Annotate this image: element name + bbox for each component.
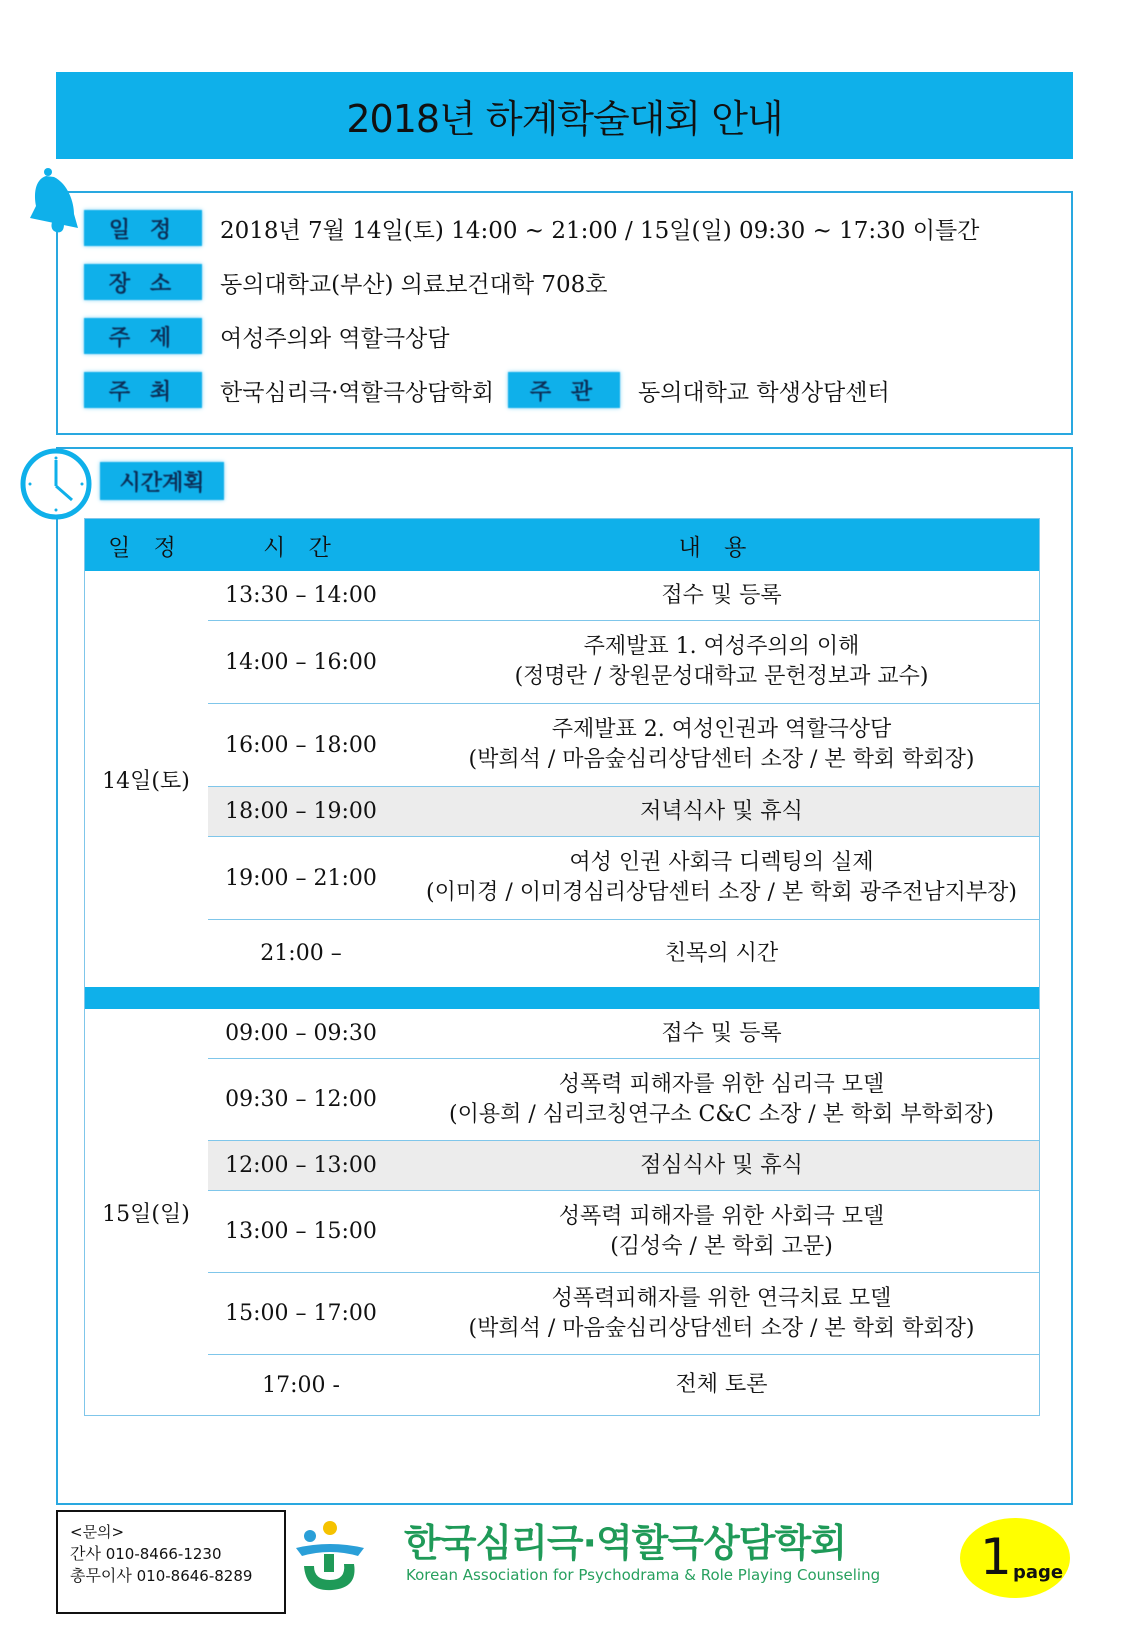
row-content <box>394 1141 1039 1190</box>
contact-role: 총무이사 <box>70 1566 132 1585</box>
contact-phone: 010-8466-1230 <box>105 1545 222 1563</box>
row-content <box>394 1191 1039 1272</box>
row-content <box>394 704 1039 786</box>
row-content <box>394 1009 1039 1058</box>
contact-line <box>70 1565 284 1587</box>
theme-tag: 주 제 <box>84 318 202 354</box>
table-row <box>208 787 1039 837</box>
info-row-place <box>84 264 608 300</box>
table-row <box>208 1273 1039 1355</box>
table-row <box>208 1059 1039 1141</box>
row-content <box>394 920 1039 987</box>
content-line: (박희석 / 마음숲심리상담센터 소장 / 본 학회 학회장) <box>468 1315 975 1341</box>
table-row <box>208 1009 1039 1059</box>
table-header <box>85 519 1039 571</box>
row-time: 21:00 – <box>260 941 342 966</box>
host-value: 한국심리극·역할극상담학회 <box>220 379 494 406</box>
place-tag: 장 소 <box>84 264 202 300</box>
table-row <box>208 704 1039 787</box>
table-row <box>208 920 1039 987</box>
content-line: 성폭력 피해자를 위한 심리극 모델 <box>558 1071 885 1097</box>
day-label: 15일(일) <box>102 1201 190 1227</box>
content-line: 주제발표 2. 여성인권과 역할극상담 <box>551 717 892 742</box>
content-line: 여성 인권 사회극 디렉팅의 실제 <box>569 850 874 875</box>
content-line: 주제발표 1. 여성주의의 이해 <box>583 634 860 659</box>
header-time: 시 간 <box>263 534 339 561</box>
organizer-value: 동의대학교 학생상담센터 <box>638 379 890 406</box>
day-separator <box>85 987 1039 1009</box>
row-time: 15:00 – 17:00 <box>225 1301 377 1326</box>
content-line: 점심식사 및 휴식 <box>640 1152 803 1178</box>
place-value: 동의대학교(부산) 의료보건대학 708호 <box>220 271 608 298</box>
row-time: 16:00 – 18:00 <box>225 732 377 758</box>
table-row <box>208 621 1039 704</box>
row-time: 13:00 – 15:00 <box>225 1219 377 1244</box>
content-line: (정명란 / 창원문성대학교 문헌정보과 교수) <box>514 664 929 689</box>
date-value: 2018년 7월 14일(토) 14:00 ~ 21:00 / 15일(일) 09:30 ~ 17:30 이틀간 <box>220 217 980 244</box>
row-time: 18:00 – 19:00 <box>225 799 377 824</box>
row-time: 17:00 - <box>262 1372 340 1398</box>
row-time: 14:00 – 16:00 <box>225 649 377 675</box>
contact-header: <문의> <box>70 1523 125 1541</box>
title-bar <box>56 72 1073 159</box>
org-name-en: Korean Association for Psychodrama & Role Playing Counseling <box>406 1566 881 1584</box>
info-row-date <box>84 210 979 246</box>
schedule-section-tag: 시간계획 <box>100 462 224 500</box>
content-line: (이미경 / 이미경심리상담센터 소장 / 본 학회 광주전남지부장) <box>426 880 1017 905</box>
page-title: 2018년 하계학술대회 안내 <box>346 97 783 141</box>
content-line: 성폭력 피해자를 위한 사회극 모델 <box>558 1203 885 1229</box>
row-time: 13:30 – 14:00 <box>225 583 377 608</box>
row-time: 12:00 – 13:00 <box>225 1153 377 1178</box>
bell-icon <box>28 166 88 234</box>
row-content <box>394 837 1039 919</box>
contact-role: 간사 <box>70 1544 101 1563</box>
table-row <box>208 571 1039 621</box>
page-badge <box>960 1518 1070 1598</box>
row-time: 09:30 – 12:00 <box>225 1087 377 1112</box>
page-number: 1 <box>980 1528 1012 1586</box>
row-content <box>394 1059 1039 1140</box>
page-label: page <box>1013 1562 1064 1583</box>
theme-value: 여성주의와 역할극상담 <box>220 325 450 352</box>
content-line: 저녁식사 및 휴식 <box>640 798 803 824</box>
table-row <box>208 1191 1039 1273</box>
header-day: 일 정 <box>108 534 184 561</box>
schedule-table <box>84 518 1040 1416</box>
org-name-ko: 한국심리극·역할극상담학회 <box>404 1521 846 1565</box>
content-line: 접수 및 등록 <box>661 1020 782 1046</box>
row-content <box>394 787 1039 836</box>
contact-phone: 010-8646-8289 <box>136 1567 253 1585</box>
header-content: 내 용 <box>678 534 755 561</box>
content-line: (박희석 / 마음숲심리상담센터 소장 / 본 학회 학회장) <box>468 747 975 772</box>
org-logo-icon <box>292 1518 368 1594</box>
row-content <box>394 1355 1039 1415</box>
row-content <box>394 571 1039 620</box>
table-row <box>208 837 1039 920</box>
table-row <box>208 1355 1039 1415</box>
content-line: (이용희 / 심리코칭연구소 C&C 소장 / 본 학회 부학회장) <box>449 1101 994 1127</box>
info-row-host <box>84 372 890 408</box>
organizer-tag: 주 관 <box>508 372 620 408</box>
row-content <box>394 1273 1039 1354</box>
content-line: 전체 토론 <box>675 1372 768 1397</box>
content-line: 친목의 시간 <box>664 940 779 966</box>
host-tag: 주 최 <box>84 372 202 408</box>
row-content <box>394 621 1039 703</box>
date-tag: 일 정 <box>84 210 202 246</box>
contact-line <box>70 1543 284 1565</box>
info-row-theme <box>84 318 450 354</box>
row-time: 19:00 – 21:00 <box>225 865 377 891</box>
row-time: 09:00 – 09:30 <box>225 1021 377 1046</box>
table-row <box>208 1141 1039 1191</box>
day-label: 14일(토) <box>102 768 190 794</box>
contact-box <box>56 1510 286 1614</box>
content-line: 접수 및 등록 <box>661 582 782 608</box>
content-line: 성폭력피해자를 위한 연극치료 모델 <box>551 1285 892 1311</box>
content-line: (김성숙 / 본 학회 고문) <box>610 1233 833 1259</box>
clock-icon <box>18 446 94 522</box>
